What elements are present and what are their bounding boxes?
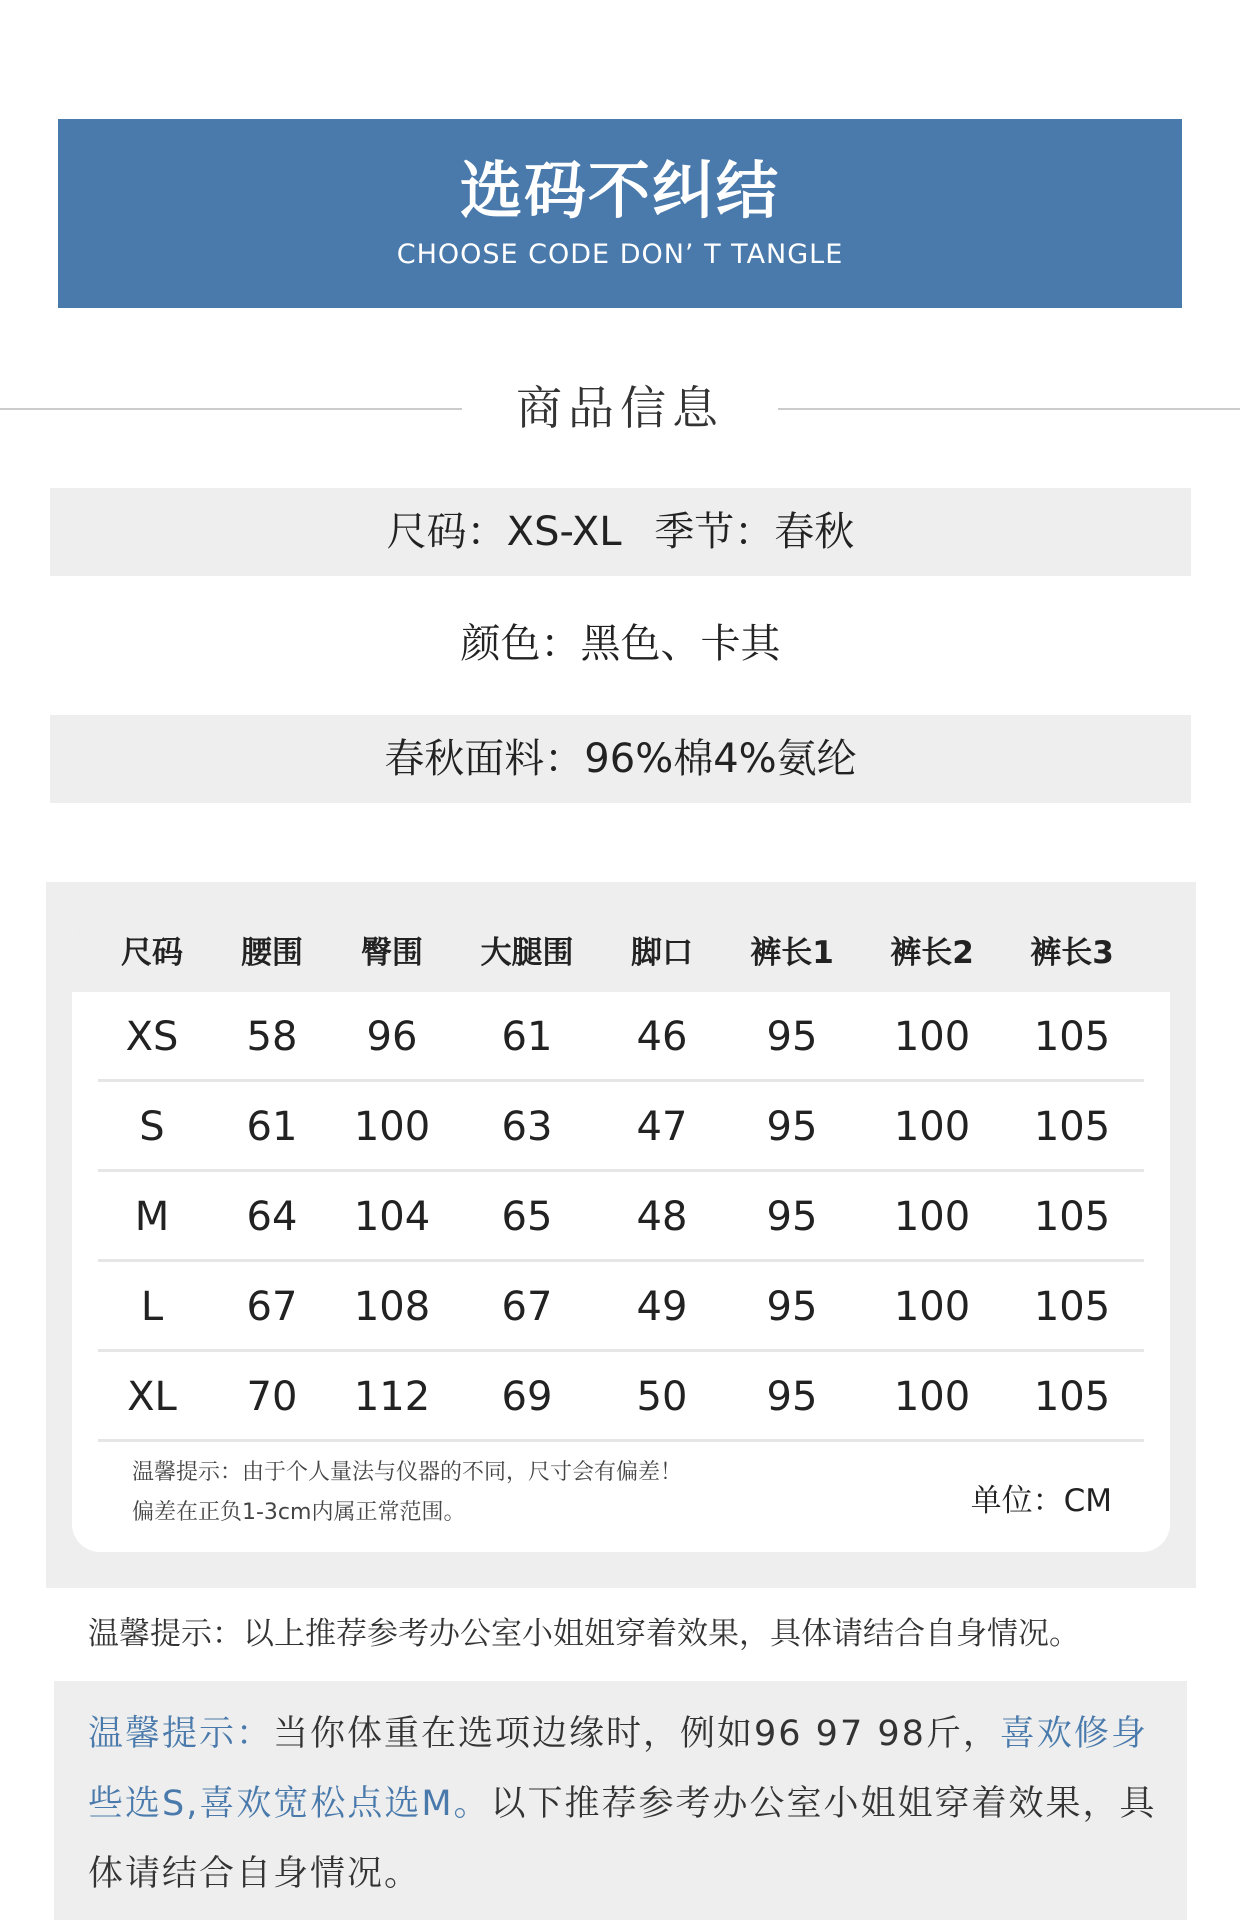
header-hem: 脚口 <box>631 935 693 971</box>
cell-waist: 61 <box>246 1104 298 1150</box>
divider-right <box>778 408 1240 410</box>
cell-length-1: 95 <box>766 1014 818 1060</box>
size-table <box>72 914 1170 1552</box>
tip-general: 温馨提示：以上推荐参考办公室小姐姐穿着效果，具体请结合自身情况。 <box>88 1616 1080 1652</box>
cell-thigh: 67 <box>501 1284 553 1330</box>
table-row <box>72 992 1170 1082</box>
cell-length-3: 105 <box>1033 1014 1111 1060</box>
cell-length-2: 100 <box>893 1194 971 1240</box>
tip-detail <box>88 1699 1158 1909</box>
header-length-2: 裤长2 <box>890 935 974 971</box>
cell-hem: 50 <box>636 1374 688 1420</box>
table-row <box>72 1352 1170 1442</box>
cell-length-1: 95 <box>766 1374 818 1420</box>
cell-thigh: 69 <box>501 1374 553 1420</box>
cell-hip: 104 <box>353 1194 431 1240</box>
table-header-row <box>72 914 1170 992</box>
info-fabric <box>50 715 1191 803</box>
cell-size: S <box>139 1104 165 1150</box>
row-divider <box>98 1439 1144 1442</box>
cell-size: XS <box>125 1014 179 1060</box>
section-title: 商品信息 <box>516 381 724 435</box>
cell-waist: 70 <box>246 1374 298 1420</box>
cell-hem: 46 <box>636 1014 688 1060</box>
cell-length-3: 105 <box>1033 1194 1111 1240</box>
header-thigh: 大腿围 <box>480 935 574 971</box>
cell-length-2: 100 <box>893 1014 971 1060</box>
cell-size: XL <box>127 1374 177 1420</box>
cell-hem: 47 <box>636 1104 688 1150</box>
tip-text-b: 以下推荐参考办公室小姐姐穿着效果，具体请结合自身情况。 <box>88 1784 1157 1894</box>
divider-left <box>0 408 462 410</box>
cell-length-3: 105 <box>1033 1104 1111 1150</box>
cell-thigh: 61 <box>501 1014 553 1060</box>
cell-hip: 96 <box>366 1014 418 1060</box>
tip-highlight: 喜欢修身些选S,喜欢宽松点选M。 <box>88 1714 1148 1824</box>
cell-length-1: 95 <box>766 1284 818 1330</box>
header-size: 尺码 <box>121 935 183 971</box>
cell-hip: 100 <box>353 1104 431 1150</box>
tip-label: 温馨提示： <box>88 1714 274 1754</box>
cell-hip: 108 <box>353 1284 431 1330</box>
header-banner <box>58 119 1182 308</box>
size-table-panel <box>46 882 1196 1588</box>
cell-waist: 67 <box>246 1284 298 1330</box>
header-waist: 腰围 <box>241 935 303 971</box>
cell-thigh: 65 <box>501 1194 553 1240</box>
cell-length-2: 100 <box>893 1284 971 1330</box>
table-row <box>72 1172 1170 1262</box>
cell-waist: 58 <box>246 1014 298 1060</box>
cell-length-3: 105 <box>1033 1374 1111 1420</box>
season-info: 季节：春秋 <box>654 509 855 555</box>
cell-length-2: 100 <box>893 1104 971 1150</box>
tip-box <box>54 1681 1187 1920</box>
cell-thigh: 63 <box>501 1104 553 1150</box>
unit-label: 单位：CM <box>970 1483 1112 1519</box>
header-hip: 臀围 <box>361 935 423 971</box>
cell-length-3: 105 <box>1033 1284 1111 1330</box>
fabric-info: 春秋面料：96%棉4%氨纶 <box>384 736 857 782</box>
table-row <box>72 1262 1170 1352</box>
info-size-season <box>50 488 1191 576</box>
tip-text-a: 当你体重在选项边缘时，例如96 97 98斤， <box>273 1714 1000 1754</box>
cell-hip: 112 <box>353 1374 431 1420</box>
header-length-1: 裤长1 <box>750 935 834 971</box>
cell-length-1: 95 <box>766 1104 818 1150</box>
cell-hem: 49 <box>636 1284 688 1330</box>
table-row <box>72 1082 1170 1172</box>
info-color <box>50 600 1191 688</box>
table-note-line-1: 温馨提示：由于个人量法与仪器的不同，尺寸会有偏差！ <box>132 1460 683 1485</box>
cell-waist: 64 <box>246 1194 298 1240</box>
banner-subtitle: CHOOSE CODE DON’ T TANGLE <box>396 239 844 270</box>
table-note-line-2: 偏差在正负1-3cm内属正常范围。 <box>132 1500 466 1525</box>
banner-title: 选码不纠结 <box>459 154 780 227</box>
cell-length-2: 100 <box>893 1374 971 1420</box>
cell-hem: 48 <box>636 1194 688 1240</box>
color-info: 颜色：黑色、卡其 <box>460 621 781 667</box>
cell-length-1: 95 <box>766 1194 818 1240</box>
cell-size: M <box>134 1194 170 1240</box>
section-heading <box>0 374 1240 444</box>
header-length-3: 裤长3 <box>1030 935 1114 971</box>
size-info: 尺码：XS-XL <box>386 509 622 555</box>
cell-size: L <box>140 1284 164 1330</box>
